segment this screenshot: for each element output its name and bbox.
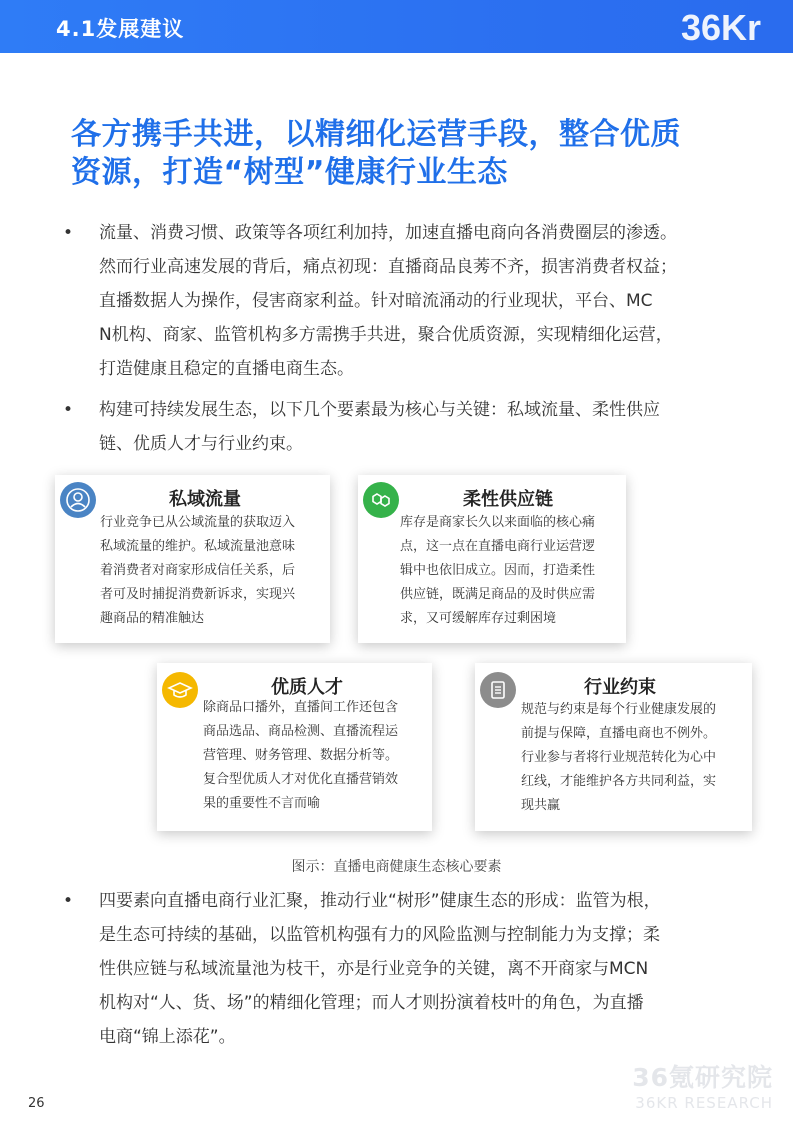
bullet-line: 流量、消费习惯、政策等各项红利加持，加速直播电商向各消费圈层的渗透。 [99,223,677,243]
card-line: 除商品口播外，直播间工作还包含 [203,700,399,715]
main-title-line-1: 各方携手共进，以精细化运营手段，整合优质 [71,117,681,152]
watermark-line-2: 36KR RESEARCH [635,1094,773,1112]
card-line: 辑中也依旧成立。因而，打造柔性 [400,563,596,578]
card-line: 点，这一点在直播电商行业运营逻 [400,539,596,554]
bullet-line: N机构、商家、监管机构多方需携手共进，聚合优质资源，实现精细化运营， [99,325,673,345]
card-private-traffic [55,475,330,643]
hexagon-chain-icon [363,482,399,518]
card-line: 私域流量的维护。私域流量池意味 [100,539,296,554]
bullet-line: 然而行业高速发展的背后，痛点初现：直播商品良莠不齐，损害消费者权益； [99,257,677,277]
card-title: 私域流量 [169,489,241,510]
main-title [71,116,761,192]
section-title: 4.1发展建议 [56,17,185,41]
card-title: 行业约束 [584,677,656,698]
card-flexible-supply-chain [358,475,626,643]
user-icon [60,482,96,518]
bullet-line: 电商“锦上添花”。 [99,1027,236,1047]
card-body [521,698,749,818]
bullet-line: 直播数据人为操作，侵害商家利益。针对暗流涌动的行业现状，平台、MC [99,291,653,311]
card-line: 前提与保障，直播电商也不例外。 [521,726,717,741]
logo-text: 36Kr [681,7,762,48]
card-body [400,511,624,631]
card-quality-talent [157,663,432,831]
bullet-paragraph-2 [63,393,733,461]
card-line: 现共赢 [521,798,561,813]
card-line: 行业参与者将行业规范转化为心中 [521,750,717,765]
card-line: 规范与约束是每个行业健康发展的 [521,702,717,717]
card-line: 趣商品的精准触达 [100,611,205,626]
card-title: 优质人才 [271,677,343,698]
main-title-line-2: 资源，打造“树型”健康行业生态 [71,155,508,190]
card-body [100,511,326,631]
card-line: 果的重要性不言而喻 [203,796,321,811]
graduation-cap-icon [162,672,198,708]
bullet-line: 构建可持续发展生态，以下几个要素最为核心与关键：私域流量、柔性供应 [99,400,660,420]
bullet-paragraph-1 [63,216,733,386]
36kr-logo [677,2,787,52]
card-industry-constraint [475,663,752,831]
watermark [632,1058,773,1112]
card-line: 复合型优质人才对优化直播营销效 [203,772,399,787]
bullet-marker: • [63,891,74,911]
bullet-marker: • [63,223,74,243]
bullet-line: 四要素向直播电商行业汇聚，推动行业“树形”健康生态的形成：监管为根， [99,891,661,911]
card-line: 红线，才能维护各方共同利益，实 [521,774,717,789]
watermark-line-1: 36氪研究院 [632,1063,773,1092]
bullet-line: 是生态可持续的基础，以监管机构强有力的风险监测与控制能力为支撑；柔 [99,925,660,945]
document-list-icon [480,672,516,708]
figure-caption: 图示：直播电商健康生态核心要素 [291,859,502,875]
bullet-line: 性供应链与私域流量池为枝干，亦是行业竞争的关键，离不开商家与MCN [99,959,649,979]
bullet-marker: • [63,400,74,420]
card-title: 柔性供应链 [463,489,553,510]
page-number: 26 [28,1096,45,1111]
card-line: 商品选品、商品检测、直播流程运 [203,724,399,739]
bullet-paragraph-3 [63,884,733,1054]
card-body [203,696,429,816]
card-line: 供应链，既满足商品的及时供应需 [400,587,596,602]
card-line: 营管理、财务管理、数据分析等。 [203,748,399,763]
card-line: 行业竞争已从公域流量的获取迈入 [100,515,296,530]
card-line: 求，又可缓解库存过剩困境 [400,611,557,626]
bullet-line: 机构对“人、货、场”的精细化管理；而人才则扮演着枝叶的角色，为直播 [99,993,644,1013]
bullet-line: 打造健康且稳定的直播电商生态。 [99,359,354,379]
card-line: 者可及时捕捉消费新诉求，实现兴 [100,587,296,602]
card-line: 着消费者对商家形成信任关系，后 [100,563,296,578]
bullet-line: 链、优质人才与行业约束。 [99,434,303,454]
card-line: 库存是商家长久以来面临的核心痛 [400,515,596,530]
